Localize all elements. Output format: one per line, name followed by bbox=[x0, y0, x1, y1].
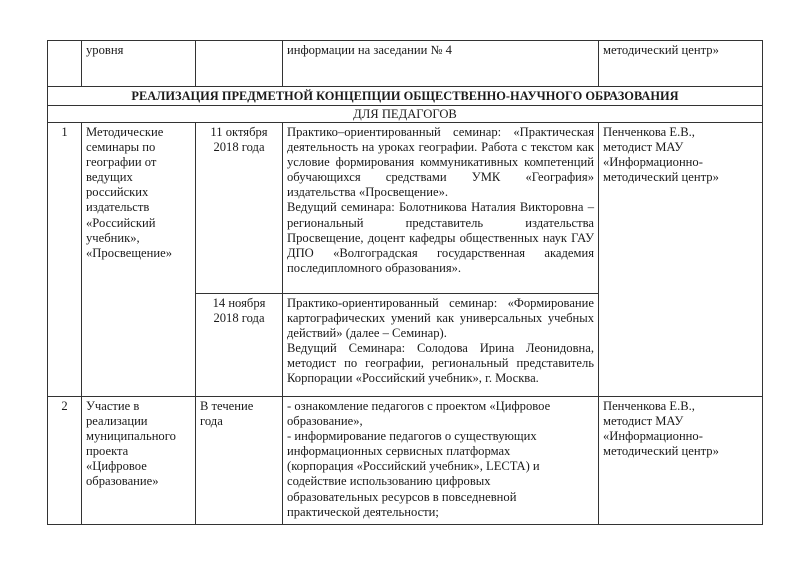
section-heading: РЕАЛИЗАЦИЯ ПРЕДМЕТНОЙ КОНЦЕПЦИИ ОБЩЕСТВЕННО-НАУЧНОГО ОБРАЗОВАНИЯ bbox=[131, 89, 679, 103]
col-line bbox=[195, 40, 196, 86]
responsible-person bbox=[599, 124, 762, 186]
event-presenter: Ведущий Семинара: Солодова Ирина Леонидовна, методист по географии, региональный представитель Корпорации «Российский учебник», г. Москва. bbox=[287, 341, 594, 386]
description-item: - информирование педагогов о существующих информационных сервисных платформах (корпорация «Российский учебник», LECTA) и содействие использованию цифровых образовательных ресурсов в повседневной практической деятельности; bbox=[287, 429, 540, 519]
responsible-line: «Информационно- bbox=[603, 155, 703, 170]
event-date bbox=[196, 295, 282, 327]
responsible-line: Пенченкова Е.В., bbox=[603, 399, 695, 413]
event-description bbox=[283, 398, 598, 521]
row-number: 1 bbox=[61, 125, 68, 139]
table-border-top bbox=[47, 40, 763, 41]
event-topic: Практико–ориентированный семинар: «Практическая деятельность на уроках географии. Работа с текстом как условие формирования коммуникативных компетенций обучающихся средствами УМК «География» издательства «Просвещение». bbox=[287, 125, 594, 200]
event-date-line: 2018 года bbox=[213, 140, 265, 155]
event-date-line: 2018 года bbox=[213, 311, 265, 326]
carry-cell-responsible: методический центр» bbox=[603, 43, 719, 57]
responsible-line: методист МАУ bbox=[603, 414, 684, 429]
responsible-line: методический центр» bbox=[603, 444, 719, 459]
event-date bbox=[196, 124, 282, 156]
event-description bbox=[283, 295, 598, 388]
row-title: Методические семинары по географии от ведущих российских издательств «Российский учебник», «Просвещение» bbox=[86, 125, 173, 260]
table-border-bottom bbox=[47, 524, 763, 525]
responsible-person bbox=[599, 398, 762, 460]
carry-cell-date bbox=[196, 42, 282, 44]
event-topic: Практико-ориентированный семинар: «Формирование картографических умений как универсальных учебных действий» (далее – Семинар). bbox=[287, 296, 594, 341]
carry-cell-description: информации на заседании № 4 bbox=[287, 43, 452, 57]
responsible-line: «Информационно- bbox=[603, 429, 703, 444]
event-date-line: 14 ноября bbox=[212, 296, 266, 310]
responsible-line: Пенченкова Е.В., bbox=[603, 125, 695, 139]
event-date-line: 11 октября bbox=[210, 125, 268, 139]
row-line bbox=[47, 86, 763, 87]
event-date: В течение года bbox=[200, 399, 254, 429]
event-description bbox=[283, 124, 598, 277]
table-border-right bbox=[762, 40, 763, 525]
row-line bbox=[47, 396, 763, 397]
row-title: Участие в реализации муниципального проекта «Цифровое образование» bbox=[86, 399, 176, 489]
event-presenter: Ведущий семинара: Болотникова Наталия Викторовна – региональный представитель издательства Просвещение, доцент кафедры общественных наук ГАУ ДПО «Волгоградская государственная академия последипломного образования». bbox=[287, 200, 594, 275]
description-item: - ознакомление педагогов с проектом «Цифровое образование», bbox=[287, 399, 551, 429]
carry-cell-subject: уровня bbox=[86, 43, 124, 57]
responsible-line: методист МАУ bbox=[603, 140, 684, 155]
responsible-line: методический центр» bbox=[603, 170, 719, 185]
subsection-heading: ДЛЯ ПЕДАГОГОВ bbox=[353, 107, 457, 121]
row-number: 2 bbox=[61, 399, 68, 413]
row-line bbox=[195, 293, 599, 294]
